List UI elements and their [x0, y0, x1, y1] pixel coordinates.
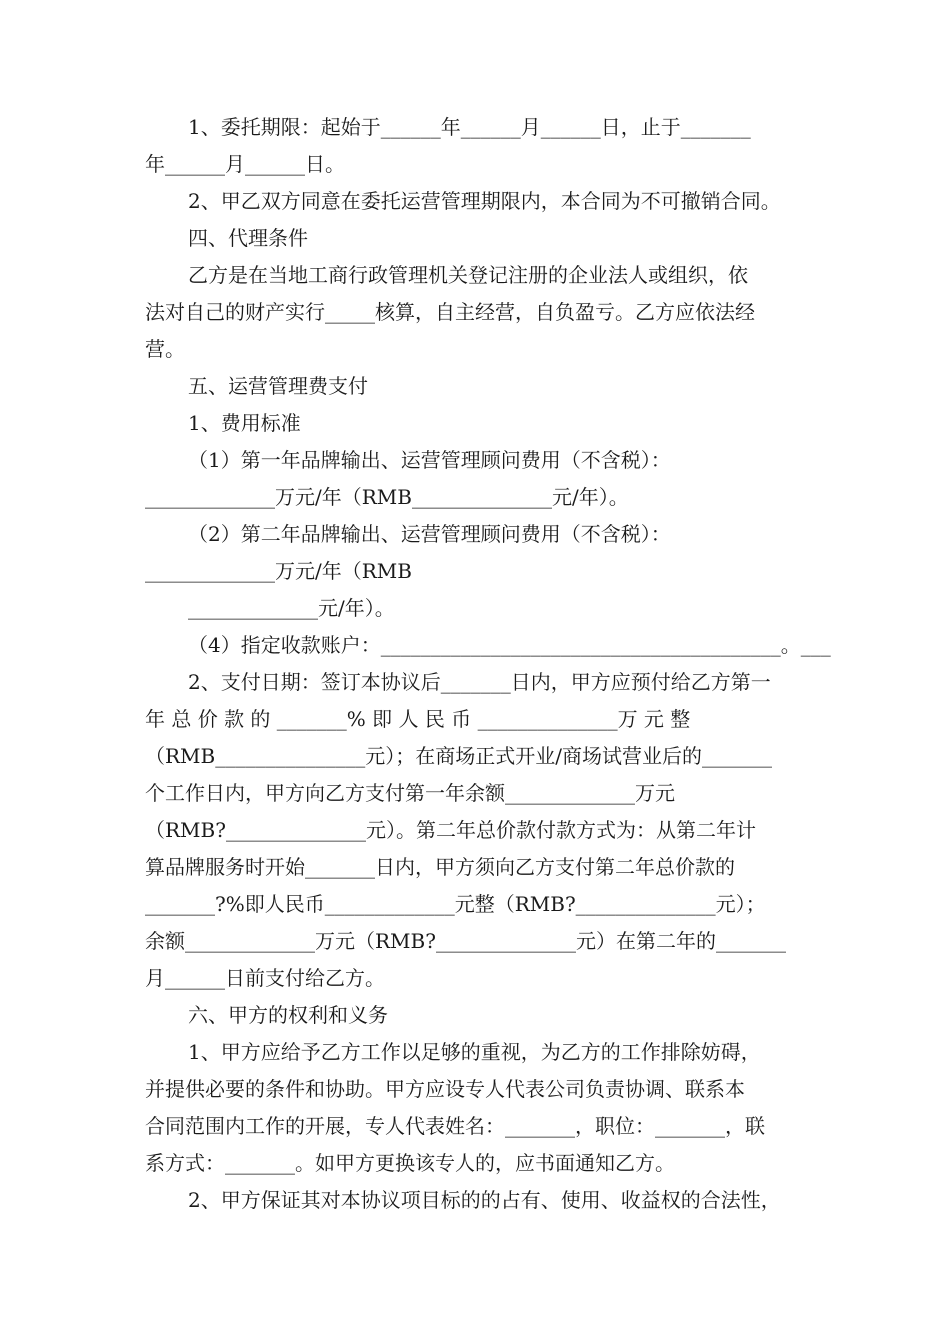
text-line: 合同范围内工作的开展，专人代表姓名：_______，职位：_______，联 [145, 1114, 765, 1138]
text-line: 系方式：_______。如甲方更换该专人的，应书面通知乙方。 [145, 1151, 675, 1175]
section-heading: 五、运营管理费支付 [188, 374, 368, 398]
section-heading: 四、代理条件 [188, 226, 308, 250]
text-line: 个工作日内，甲方向乙方支付第一年余额_____________万元 [145, 781, 675, 805]
section-heading: 六、甲方的权利和义务 [188, 1003, 388, 1027]
text-line: 年 总 价 款 的 _______% 即 人 民 币 ______________万 元 整 [145, 707, 691, 731]
text-line: 1、费用标准 [188, 411, 301, 435]
text-line: 1、委托期限：起始于______年______月______日，止于_______ [188, 115, 751, 139]
text-line: （1）第一年品牌输出、运营管理顾问费用（不含税）： [188, 448, 671, 472]
text-line: _____________元/年）。 [188, 596, 395, 620]
text-line: 营。 [145, 337, 185, 361]
text-line: 2、甲方保证其对本协议项目标的的占有、使用、收益权的合法性， [188, 1188, 781, 1212]
text-line: 乙方是在当地工商行政管理机关登记注册的企业法人或组织，依 [188, 263, 748, 287]
text-line: （4）指定收款账户：________________________________________。___ [188, 633, 831, 657]
text-line: _____________万元/年（RMB [145, 559, 412, 583]
text-line: 1、甲方应给予乙方工作以足够的重视，为乙方的工作排除妨碍， [188, 1040, 761, 1064]
text-line: 法对自己的财产实行_____核算，自主经营，自负盈亏。乙方应依法经 [145, 300, 755, 324]
text-line: 2、甲乙双方同意在委托运营管理期限内，本合同为不可撤销合同。 [188, 189, 781, 213]
text-line: 月______日前支付给乙方。 [145, 966, 385, 990]
text-line: 年______月______日。 [145, 152, 345, 176]
text-line: （2）第二年品牌输出、运营管理顾问费用（不含税）： [188, 522, 671, 546]
text-line: _______?%即人民币_____________元整（RMB?______________元）； [145, 892, 766, 916]
text-line: 2、支付日期：签订本协议后_______日内，甲方应预付给乙方第一 [188, 670, 771, 694]
text-line: （RMB?______________元）。第二年总价款付款方式为：从第二年计 [145, 818, 756, 842]
text-line: （RMB_______________元）；在商场正式开业/商场试营业后的_______ [145, 744, 772, 768]
text-line: 余额_____________万元（RMB?______________元）在第二年的_______ [145, 929, 786, 953]
text-line: 并提供必要的条件和协助。甲方应设专人代表公司负责协调、联系本 [145, 1077, 745, 1101]
text-line: _____________万元/年（RMB______________元/年）。 [145, 485, 629, 509]
text-line: 算品牌服务时开始_______日内，甲方须向乙方支付第二年总价款的 [145, 855, 735, 879]
